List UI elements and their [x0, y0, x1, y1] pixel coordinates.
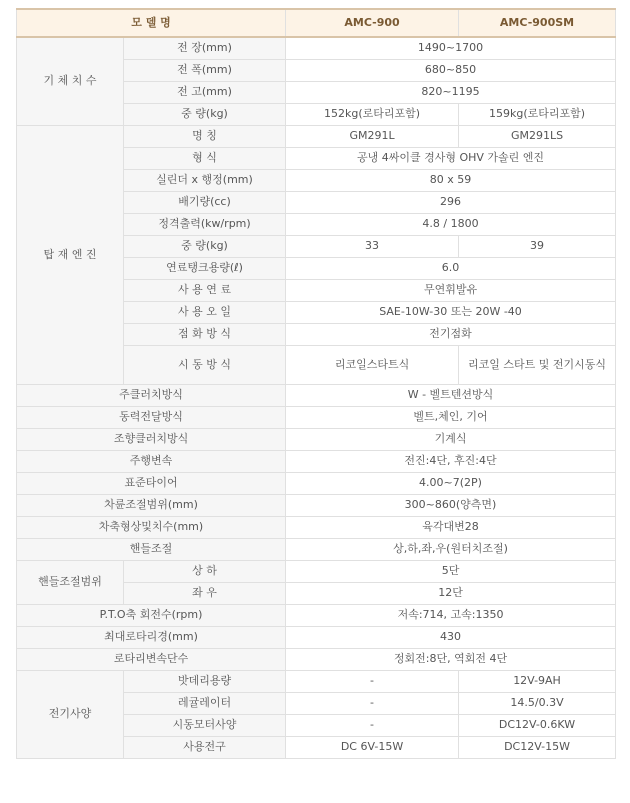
row-label: 표준타이어 [17, 472, 286, 494]
row-value: 820~1195 [286, 81, 616, 103]
row-value: 기계식 [286, 428, 616, 450]
group-body-dims: 기 체 치 수 [17, 37, 124, 125]
row-value: 159kg(로타리포함) [459, 103, 616, 125]
row-label: 로타리변속단수 [17, 648, 286, 670]
row-label: 명 칭 [124, 125, 286, 147]
row-label: 밧데리용량 [124, 670, 286, 692]
table-row [17, 125, 616, 147]
table-row [17, 406, 616, 428]
row-value: 상,하,좌,우(원터치조절) [286, 538, 616, 560]
row-label: 정격출력(kw/rpm) [124, 213, 286, 235]
header-row [17, 9, 616, 37]
row-label: 실린더 x 행정(mm) [124, 169, 286, 191]
row-label: 중 량(kg) [124, 235, 286, 257]
row-label: 조향클러치방식 [17, 428, 286, 450]
row-value: SAE-10W-30 또는 20W -40 [286, 301, 616, 323]
header-model: 모 델 명 [17, 9, 286, 37]
table-row [17, 428, 616, 450]
row-label: 상 하 [124, 560, 286, 582]
row-label: 사용전구 [124, 736, 286, 758]
row-value: 5단 [286, 560, 616, 582]
table-row [17, 450, 616, 472]
row-label: 차축형상및치수(mm) [17, 516, 286, 538]
table-row [17, 494, 616, 516]
row-value: 육각대변28 [286, 516, 616, 538]
group-electric: 전기사양 [17, 670, 124, 758]
header-amc900sm: AMC-900SM [459, 9, 616, 37]
row-label: 사 용 오 일 [124, 301, 286, 323]
row-label: 좌 우 [124, 582, 286, 604]
row-label: 사 용 연 료 [124, 279, 286, 301]
row-value: 전진:4단, 후진:4단 [286, 450, 616, 472]
row-value: 33 [286, 235, 459, 257]
table-row [17, 538, 616, 560]
row-value: 12V-9AH [459, 670, 616, 692]
row-value: - [286, 670, 459, 692]
row-value: 6.0 [286, 257, 616, 279]
row-label: 중 량(kg) [124, 103, 286, 125]
row-value: GM291L [286, 125, 459, 147]
row-value: 300~860(양측면) [286, 494, 616, 516]
table-row [17, 472, 616, 494]
row-label: 레귤레이터 [124, 692, 286, 714]
row-label: 점 화 방 식 [124, 323, 286, 345]
row-value: 430 [286, 626, 616, 648]
row-label: P.T.O축 회전수(rpm) [17, 604, 286, 626]
row-label: 연료탱크용량(ℓ) [124, 257, 286, 279]
table-row [17, 670, 616, 692]
table-row [17, 560, 616, 582]
row-value: 4.00~7(2P) [286, 472, 616, 494]
row-value: 무연휘발유 [286, 279, 616, 301]
row-value: 정회전:8단, 역회전 4단 [286, 648, 616, 670]
row-label: 차륜조절범위(mm) [17, 494, 286, 516]
row-value: 152kg(로타리포함) [286, 103, 459, 125]
spec-table [16, 8, 616, 759]
table-row [17, 37, 616, 59]
row-label: 최대로타리경(mm) [17, 626, 286, 648]
row-label: 전 장(mm) [124, 37, 286, 59]
row-value: 1490~1700 [286, 37, 616, 59]
table-row [17, 648, 616, 670]
row-value: 12단 [286, 582, 616, 604]
row-label: 주행변속 [17, 450, 286, 472]
row-value: 저속:714, 고속:1350 [286, 604, 616, 626]
row-label: 시동모터사양 [124, 714, 286, 736]
row-value: 296 [286, 191, 616, 213]
row-label: 전 폭(mm) [124, 59, 286, 81]
row-value: DC12V-15W [459, 736, 616, 758]
row-value: 리코일스타트식 [286, 345, 459, 384]
row-value: - [286, 692, 459, 714]
row-value: DC 6V-15W [286, 736, 459, 758]
row-label: 주클러치방식 [17, 384, 286, 406]
row-value: 39 [459, 235, 616, 257]
table-row [17, 626, 616, 648]
row-value: 4.8 / 1800 [286, 213, 616, 235]
row-label: 시 동 방 식 [124, 345, 286, 384]
row-value: 공냉 4싸이클 경사형 OHV 가솔린 엔진 [286, 147, 616, 169]
row-value: - [286, 714, 459, 736]
row-value: 80 x 59 [286, 169, 616, 191]
row-label: 핸들조절 [17, 538, 286, 560]
header-amc900: AMC-900 [286, 9, 459, 37]
table-row [17, 384, 616, 406]
row-value: DC12V-0.6KW [459, 714, 616, 736]
group-handle-range: 핸들조절범위 [17, 560, 124, 604]
row-value: GM291LS [459, 125, 616, 147]
table-row [17, 604, 616, 626]
table-row [17, 516, 616, 538]
row-value: 리코일 스타트 및 전기시동식 [459, 345, 616, 384]
row-label: 형 식 [124, 147, 286, 169]
row-value: 680~850 [286, 59, 616, 81]
row-value: 14.5/0.3V [459, 692, 616, 714]
row-value: 벨트,체인, 기어 [286, 406, 616, 428]
row-label: 동력전달방식 [17, 406, 286, 428]
row-label: 배기량(cc) [124, 191, 286, 213]
row-value: W - 벨트텐션방식 [286, 384, 616, 406]
row-label: 전 고(mm) [124, 81, 286, 103]
group-engine: 탑 재 엔 진 [17, 125, 124, 384]
row-value: 전기점화 [286, 323, 616, 345]
